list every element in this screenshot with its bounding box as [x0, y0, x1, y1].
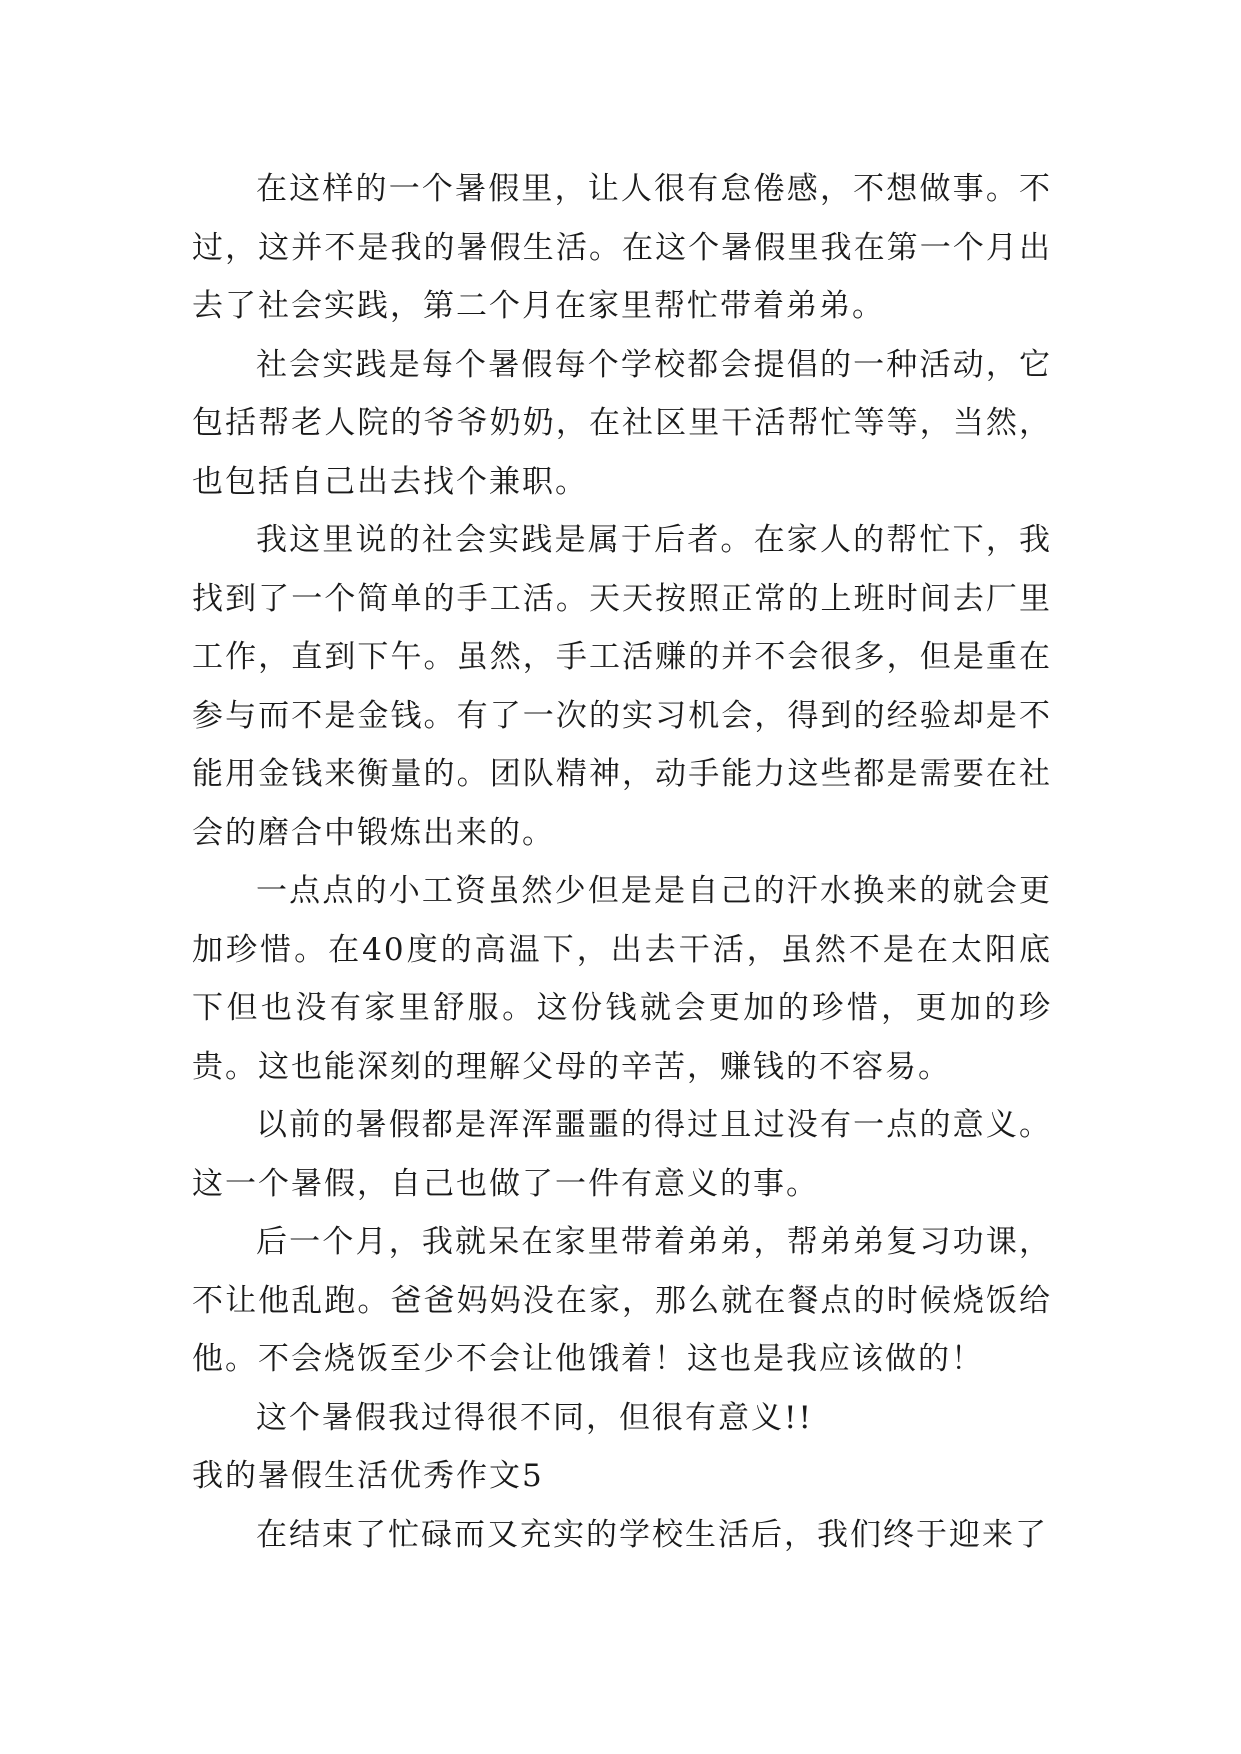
paragraph-2: 社会实践是每个暑假每个学校都会提倡的一种活动，它包括帮老人院的爷爷奶奶，在社区里干活帮忙等等，当然，也包括自己出去找个兼职。: [192, 346, 1052, 500]
paragraph-8: 在结束了忙碌而又充实的学校生活后，我们终于迎来了: [256, 1516, 1048, 1553]
document-body: [192, 160, 1052, 1564]
paragraph-4: 一点点的小工资虽然少但是是自己的汗水换来的就会更加珍惜。在40度的高温下，出去干活，虽然不是在太阳底下但也没有家里舒服。这份钱就会更加的珍惜，更加的珍贵。这也能深刻的理解父母的辛苦，赚钱的不容易。: [192, 873, 1052, 1085]
paragraph-5: 以前的暑假都是浑浑噩噩的得过且过没有一点的意义。这一个暑假，自己也做了一件有意义的事。: [192, 1107, 1052, 1202]
paragraph-1: 在这样的一个暑假里，让人很有怠倦感，不想做事。不过，这并不是我的暑假生活。在这个暑假里我在第一个月出去了社会实践，第二个月在家里帮忙带着弟弟。: [192, 171, 1052, 324]
section-heading: 我的暑假生活优秀作文5: [192, 1458, 544, 1494]
paragraph-6: 后一个月，我就呆在家里带着弟弟，帮弟弟复习功课，不让他乱跑。爸爸妈妈没在家，那么就在餐点的时候烧饭给他。不会烧饭至少不会让他饿着！这也是我应该做的！: [192, 1224, 1052, 1377]
paragraph-7: 这个暑假我过得很不同，但很有意义!!: [256, 1399, 813, 1436]
paragraph-3: 我这里说的社会实践是属于后者。在家人的帮忙下，我找到了一个简单的手工活。天天按照正常的上班时间去厂里工作，直到下午。虽然，手工活赚的并不会很多，但是重在参与而不是金钱。有了一次的实习机会，得到的经验却是不能用金钱来衡量的。团队精神，动手能力这些都是需要在社会的磨合中锻炼出来的。: [192, 522, 1052, 851]
